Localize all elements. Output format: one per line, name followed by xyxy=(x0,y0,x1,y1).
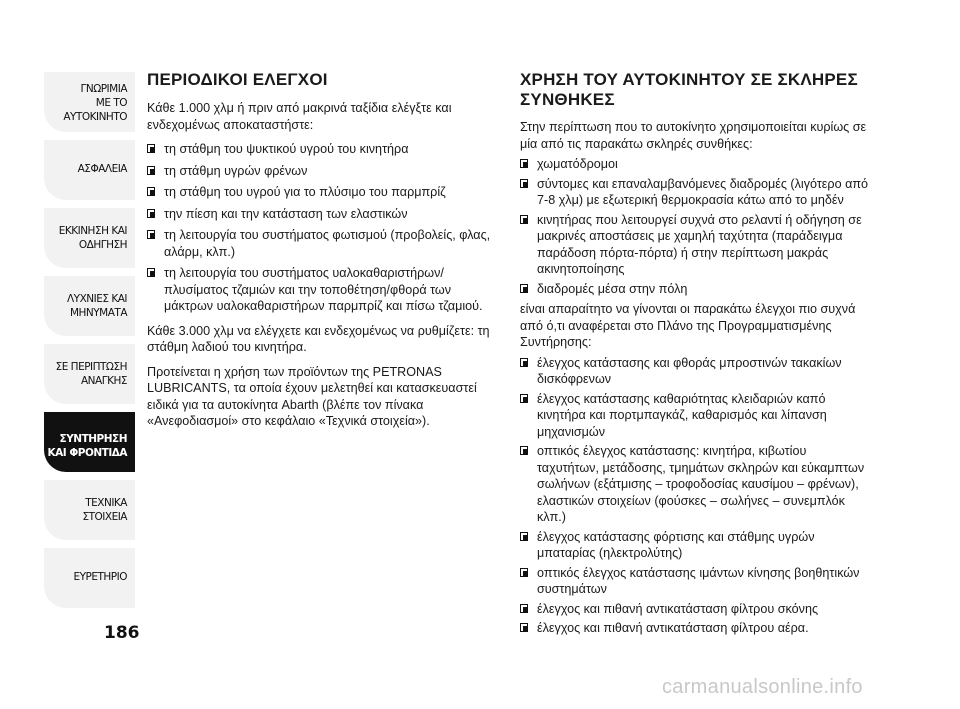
check-list xyxy=(147,141,492,315)
section-title: ΠΕΡΙΟΔΙΚΟΙ ΕΛΕΓΧΟΙ xyxy=(147,70,328,89)
page-number: 186 xyxy=(104,623,140,643)
checkbox-bullet-icon xyxy=(147,268,155,277)
checkbox-bullet-icon xyxy=(520,604,528,613)
checkbox-bullet-icon xyxy=(520,358,528,367)
checkbox-bullet-icon xyxy=(147,230,155,239)
tab-warning-lights[interactable]: ΛΥΧΝΙΕΣ ΚΑΙ ΜΗΝΥΜΑΤΑ xyxy=(44,276,135,336)
intro-text: Στην περίπτωση που το αυτοκίνητο χρησιμοποιείται κυρίως σε μία από τις παρακάτω σκληρές συνθήκες: xyxy=(520,120,867,151)
checkbox-bullet-icon xyxy=(147,209,155,218)
checkbox-bullet-icon xyxy=(520,623,528,632)
conditions-list xyxy=(520,156,870,297)
list-item: οπτικός έλεγχος κατάστασης: κινητήρα, κιβωτίου ταχυτήτων, μετάδοσης, τμημάτων σκληρών και εύκαμπτων σωλήνων (εξάτμισης – τροφοδοσίας καυσίμου – φρένων), ελαστικών στοιχείων (φούσκες – σωλήνες – συνεμπλόκ κλπ.) xyxy=(520,443,870,526)
checkbox-bullet-icon xyxy=(147,187,155,196)
paragraph: Προτείνεται η χρήση των προϊόντων της PETRONAS LUBRICANTS, τα οποία έχουν μελετηθεί και κατασκευαστεί ειδικά για τα αυτοκίνητα Abarth (βλέπε τον πίνακα «Ανεφοδιασμοί» στο κεφάλαιο «Τεχνικά στοιχεία»). xyxy=(147,364,477,428)
checkbox-bullet-icon xyxy=(520,446,528,455)
checkbox-bullet-icon xyxy=(520,159,528,168)
list-item: διαδρομές μέσα στην πόλη xyxy=(520,281,870,298)
list-item: κινητήρας που λειτουργεί συχνά στο ρελαντί ή οδήγηση σε μακρινές αποστάσεις με χαμηλή ταχύτητα (παράδειγμα παράδοση πόρτα-πόρτα) ή στην περίπτωση μακράς ακινητοποίησης xyxy=(520,212,870,278)
list-item: τη στάθμη του υγρού για το πλύσιμο του παρμπρίζ xyxy=(147,184,492,201)
checkbox-bullet-icon xyxy=(520,532,528,541)
tab-index[interactable]: ΕΥΡΕΤΗΡΙΟ xyxy=(44,548,135,608)
list-item: τη λειτουργία του συστήματος φωτισμού (προβολείς, φλας, αλάρμ, κλπ.) xyxy=(147,227,492,260)
section-title: ΧΡΗΣΗ ΤΟΥ ΑΥΤΟΚΙΝΗΤΟΥ ΣΕ ΣΚΛΗΡΕΣ ΣΥΝΘΗΚΕΣ xyxy=(520,70,858,109)
list-item: οπτικός έλεγχος κατάστασης ιμάντων κίνησης βοηθητικών συστημάτων xyxy=(520,565,870,598)
periodic-checks-section xyxy=(147,70,492,438)
list-item: χωματόδρομοι xyxy=(520,156,870,173)
intro-text: Κάθε 1.000 χλμ ή πριν από μακρινά ταξίδια ελέγξτε και ενδεχομένως αποκαταστήστε: xyxy=(147,101,452,132)
list-item: έλεγχος και πιθανή αντικατάσταση φίλτρου σκόνης xyxy=(520,601,870,618)
checks-list xyxy=(520,355,870,637)
paragraph: είναι απαραίτητο να γίνονται οι παρακάτω έλεγχοι πιο συχνά από ό,τι αναφέρεται στο Πλάνο της Προγραμματισμένης Συντήρησης: xyxy=(520,302,856,349)
list-item: τη λειτουργία του συστήματος υαλοκαθαριστήρων/πλυσίματος τζαμιών και την τοποθέτηση/φθορά των μάκτρων υαλοκαθαριστήρων παρμπρίζ και πίσω τζαμιού. xyxy=(147,265,492,315)
list-item: τη στάθμη υγρών φρένων xyxy=(147,163,492,180)
list-item: έλεγχος κατάστασης και φθοράς μπροστινών τακακίων δισκόφρενων xyxy=(520,355,870,388)
list-item: την πίεση και την κατάσταση των ελαστικών xyxy=(147,206,492,223)
tab-safety[interactable]: ΑΣΦΑΛΕΙΑ xyxy=(44,140,135,200)
checkbox-bullet-icon xyxy=(147,144,155,153)
list-item: έλεγχος και πιθανή αντικατάσταση φίλτρου αέρα. xyxy=(520,620,870,637)
checkbox-bullet-icon xyxy=(147,166,155,175)
list-item: σύντομες και επαναλαμβανόμενες διαδρομές (λιγότερο από 7-8 χλμ) με εξωτερική θερμοκρασία κάτω από το μηδέν xyxy=(520,176,870,209)
watermark: carmanualsonline.info xyxy=(662,676,863,698)
tab-technical-data[interactable]: ΤΕΧΝΙΚΑ ΣΤΟΙΧΕΙΑ xyxy=(44,480,135,540)
list-item: έλεγχος κατάστασης καθαριότητας κλειδαριών καπό κινητήρα και πορτμπαγκάζ, καθαρισμός και λίπανση μηχανισμών xyxy=(520,391,870,441)
paragraph: Κάθε 3.000 χλμ να ελέγχετε και ενδεχομένως να ρυθμίζετε: τη στάθμη λαδιού του κινητήρα. xyxy=(147,323,490,354)
list-item: τη στάθμη του ψυκτικού υγρού του κινητήρα xyxy=(147,141,492,158)
tab-emergency[interactable]: ΣΕ ΠΕΡΙΠΤΩΣΗ ΑΝΑΓΚΗΣ xyxy=(44,344,135,404)
list-item: έλεγχος κατάστασης φόρτισης και στάθμης υγρών μπαταρίας (ηλεκτρολύτης) xyxy=(520,529,870,562)
tab-maintenance[interactable]: ΣΥΝΤΗΡΗΣΗ ΚΑΙ ΦΡΟΝΤΙΔΑ xyxy=(44,412,135,472)
severe-conditions-section xyxy=(520,70,870,645)
checkbox-bullet-icon xyxy=(520,179,528,188)
checkbox-bullet-icon xyxy=(520,568,528,577)
checkbox-bullet-icon xyxy=(520,284,528,293)
checkbox-bullet-icon xyxy=(520,394,528,403)
checkbox-bullet-icon xyxy=(520,215,528,224)
tab-starting-driving[interactable]: ΕΚΚΙΝΗΣΗ ΚΑΙ ΟΔΗΓΗΣΗ xyxy=(44,208,135,268)
tab-getting-to-know[interactable]: ΓΝΩΡΙΜΙΑ ΜΕ ΤΟ ΑΥΤΟΚΙΝΗΤΟ xyxy=(44,72,135,132)
